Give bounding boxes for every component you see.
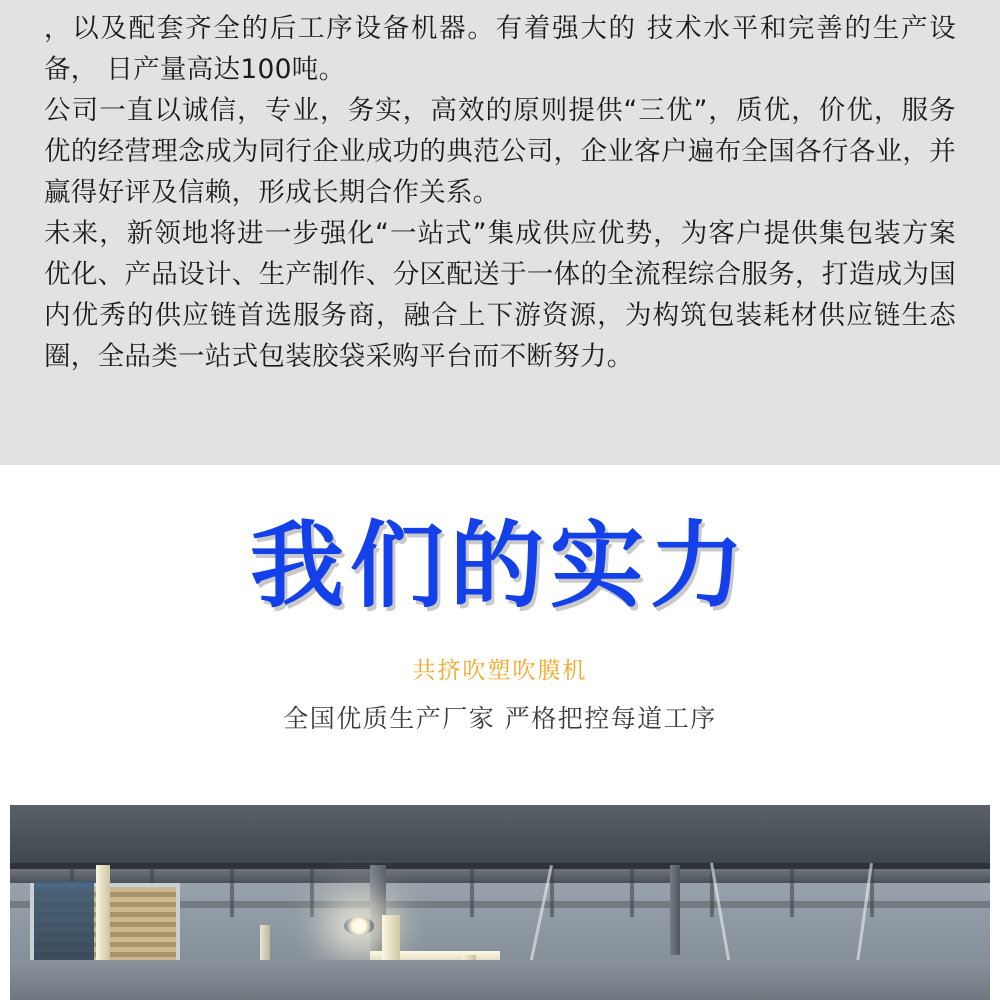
factory-photo-section <box>0 805 1000 1000</box>
factory-blown-film-machine-photo <box>10 805 990 1000</box>
intro-paragraph-2: 公司一直以诚信，专业，务实，高效的原则提供“三优”，质优，价优，服务优的经营理念成为同行企业成功的典范公司，企业客户遍布全国各行各业，并赢得好评及信赖，形成长期合作关系。 <box>44 95 956 208</box>
strength-section <box>0 465 1000 805</box>
roof-rafter <box>790 867 794 917</box>
roof-rafter <box>310 867 314 917</box>
strength-subtitle: 共挤吹塑吹膜机 <box>412 658 588 684</box>
roof-rafter <box>630 867 634 917</box>
ceiling-roof <box>10 805 990 871</box>
ceiling-beam-horizontal-1 <box>10 869 990 883</box>
intro-paragraph-3: 未来，新领地将进一步强化“一站式”集成供应优势，为客户提供集包装方案优化、产品设计、生产制作、分区配送于一体的全流程综合服务，打造成为国内优秀的供应链首选服务商，融合上下游资源，为构筑包装耗材供应链生态圈，全品类一站式包装胶袋采购平台而不断努力。 <box>44 218 956 372</box>
intro-paragraph-1: ，以及配套齐全的后工序设备机器。有着强大的 技术水平和完善的生产设备， 日产量高达100吨。 <box>44 13 956 85</box>
factory-floor <box>10 960 990 1000</box>
roof-rafter <box>230 867 234 917</box>
strength-title: 我们的实力 <box>249 512 750 621</box>
ceiling-lamp <box>344 917 374 935</box>
roof-rafter <box>470 867 474 917</box>
support-column <box>670 865 680 955</box>
strength-description: 全国优质生产厂家 严格把控每道工序 <box>283 704 717 733</box>
company-intro-section <box>0 0 1000 465</box>
